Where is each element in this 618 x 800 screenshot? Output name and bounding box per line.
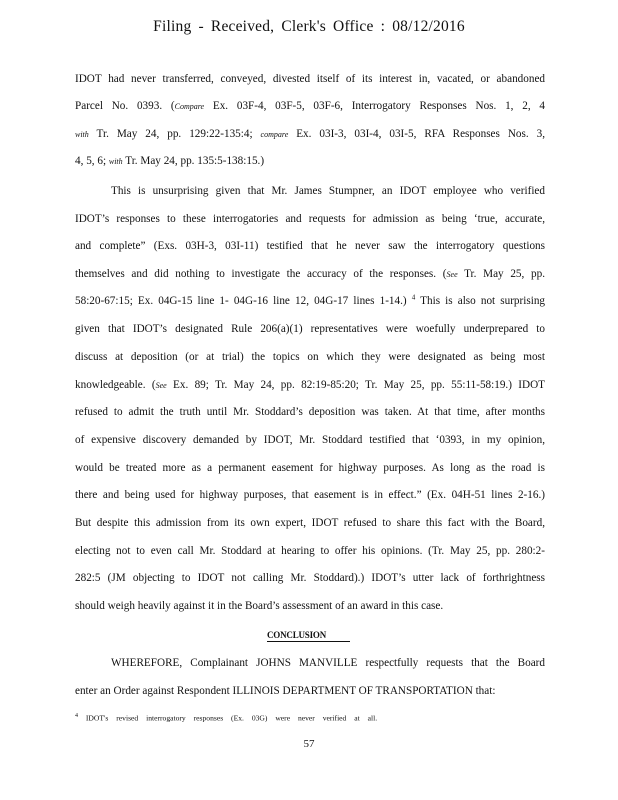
text-line: should weigh heavily against it in the Board’s assessment of an award in this case. bbox=[75, 600, 444, 612]
text-line: But despite this admission from its own expert, IDOT refused to share this fact with the Board, bbox=[75, 517, 545, 529]
text-line: enter an Order against Respondent ILLINOIS DEPARTMENT OF TRANSPORTATION that: bbox=[75, 685, 496, 697]
filing-header: Filing - Received, Clerk's Office : 08/12/2016 bbox=[153, 18, 465, 35]
page-number: 57 bbox=[303, 738, 315, 750]
text-line: with Tr. May 24, pp. 129:22-135:4; compare Ex. 03I-3, 03I-4, 03I-5, RFA Responses Nos. 3, bbox=[75, 128, 545, 140]
text-line: there and being used for highway purposes, that easement is in effect.” (Ex. 04H-51 lines 2-16.) bbox=[75, 489, 545, 501]
footnote bbox=[75, 713, 377, 723]
text-line: Parcel No. 0393. (Compare Ex. 03F-4, 03F-5, 03F-6, Interrogatory Responses Nos. 1, 2, 4 bbox=[75, 100, 545, 112]
text-line: 4, 5, 6; with Tr. May 24, pp. 135:5-138:15.) bbox=[75, 155, 265, 167]
text-line: and complete” (Exs. 03H-3, 03I-11) testified that he never saw the interrogatory questions bbox=[75, 240, 545, 252]
text-line: IDOT had never transferred, conveyed, divested itself of its interest in, vacated, or abandoned bbox=[75, 73, 545, 85]
footnote-text: IDOT's revised interrogatory responses (Ex. 03G) were never verified at all. bbox=[85, 713, 378, 723]
text-line: of expensive discovery demanded by IDOT, Mr. Stoddard testified that ‘0393, in my opinion, bbox=[75, 434, 545, 446]
text-line: This is unsurprising given that Mr. James Stumpner, an IDOT employee who verified bbox=[111, 185, 545, 197]
footnote-marker: 4 bbox=[75, 713, 78, 719]
heading-underline bbox=[267, 641, 350, 642]
text-line: given that IDOT’s designated Rule 206(a)(1) representatives were woefully underprepared to bbox=[75, 323, 545, 335]
text-line: 282:5 (JM objecting to IDOT not calling Mr. Stoddard).) IDOT’s utter lack of forthrightness bbox=[75, 572, 545, 584]
section-heading: CONCLUSION bbox=[267, 630, 327, 640]
text-line: would be treated more as a permanent easement for highway purposes. As long as the road is bbox=[75, 462, 545, 474]
text-line: themselves and did nothing to investigate the accuracy of the responses. (See Tr. May 25, pp. bbox=[75, 268, 545, 280]
text-line: electing not to even call Mr. Stoddard at hearing to offer his opinions. (Tr. May 25, pp. 280:2- bbox=[75, 545, 545, 557]
text-line: 58:20-67:15; Ex. 04G-15 line 1- 04G-16 line 12, 04G-17 lines 1-14.) $^4$ This is also not surprising bbox=[75, 294, 545, 307]
text-line: discuss at deposition (or at trial) the topics on which they were designated as being most bbox=[75, 351, 545, 363]
text-line: refused to admit the truth until Mr. Stoddard’s deposition was taken. At that time, after months bbox=[75, 406, 545, 418]
text-line: WHEREFORE, Complainant JOHNS MANVILLE respectfully requests that the Board bbox=[111, 657, 545, 669]
text-line: IDOT’s responses to these interrogatories and requests for admission as being ‘true, accurate, bbox=[75, 213, 545, 225]
text-line: knowledgeable. (See Ex. 89; Tr. May 24, pp. 82:19-85:20; Tr. May 25, pp. 55:11-58:19.) IDOT bbox=[75, 379, 545, 391]
